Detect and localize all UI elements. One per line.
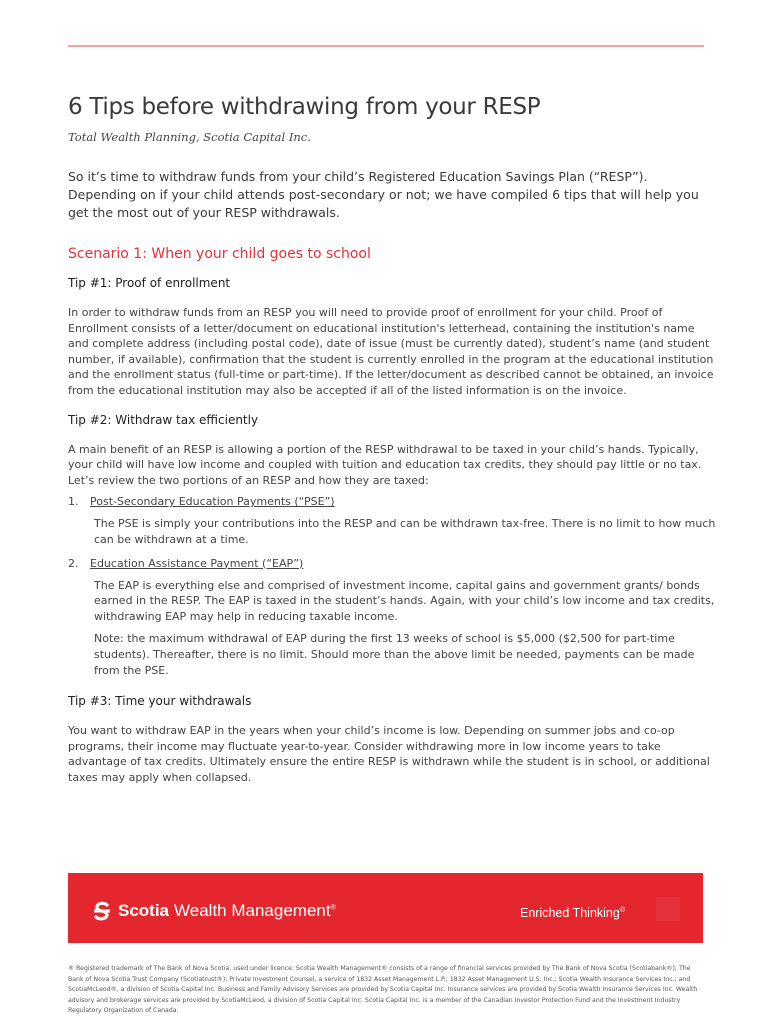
brand-banner (68, 873, 703, 943)
scotia-s-icon (92, 901, 112, 921)
list-number: 2. (68, 556, 79, 570)
tip3-heading: Tip #3: Time your withdrawals (68, 694, 252, 709)
tip1-heading: Tip #1: Proof of enrollment (68, 276, 231, 290)
intro-paragraph: So it’s time to withdraw funds from your child’s Registered Education Savings Plan (“RESP”). Depending on if your child attends post-secondary or not; we have compiled 6 tips that will help you get the most out of your RESP withdrawals. (68, 169, 699, 220)
tax-portions-list (68, 494, 718, 678)
list-item-body: The PSE is simply your contributions into the RESP and can be withdrawn tax-free. There is no limit to how much can be withdrawn at a time. (94, 517, 716, 546)
scotia-logo (92, 901, 336, 921)
tip2-body: A main benefit of an RESP is allowing a portion of the RESP withdrawal to be taxed in your child’s hands. Typically, your child will have low income and coupled with tuition and education tax credits, they should pay little or no tax. Let’s review the two portions of an RESP and how they are taxed: (68, 442, 702, 487)
list-number: 1. (68, 495, 79, 509)
tip3-body: You want to withdraw EAP in the years when your child’s income is low. Depending on summer jobs and co-op programs, their income may fluctuate year-to-year. Consider withdrawing more in low income years to take advantage of tax credits. Ultimately ensure the entire RESP is withdrawn while the student is in school, or additional taxes may apply when collapsed. (68, 724, 710, 784)
list-item-body: The EAP is everything else and comprised of investment income, capital gains and government grants/ bonds earned in the RESP. The EAP is taxed in the student’s hands. Again, with your child’s low income and tax credits, withdrawing EAP may help in reducing taxable income. (94, 578, 715, 623)
list-item-pse (68, 494, 718, 547)
list-item-title: Post-Secondary Education Payments (“PSE”) (90, 495, 335, 509)
brand-square-icon (656, 897, 680, 921)
page-title: 6 Tips before withdrawing from your RESP (68, 94, 541, 120)
tagline: Enriched Thinking® (520, 906, 626, 920)
top-divider (68, 45, 704, 47)
logo-brand-text: Scotia (118, 901, 170, 920)
list-item-eap (68, 556, 718, 679)
tip2-heading: Tip #2: Withdraw tax efficiently (68, 412, 259, 427)
document-body (68, 94, 718, 785)
list-item-title: Education Assistance Payment (“EAP”) (90, 556, 304, 570)
scenario-heading: Scenario 1: When your child goes to school (68, 246, 371, 262)
legal-footer: ® Registered trademark of The Bank of Nova Scotia, used under licence. Scotia Wealth Management® consists of a range of financial services provided by The Bank of Nova Scotia (Scotiabank®); The Bank of Nova Scotia Trust Company (Scotiatrust®); Private Investment Counsel, a service of 1832 Asset Management L.P.; 1832 Asset Management U.S. Inc.; Scotia Wealth Insurance Services Inc.; and ScotiaMcLeod®, a division of Scotia Capital Inc. Business and Family Advisory Services are provided by Scotia Capital Inc. Insurance services are provided by Scotia Wealth Insurance Services Inc. Wealth advisory and brokerage services are provided by ScotiaMcLeod, a division of Scotia Capital Inc. Scotia Capital Inc. is a member of the Canadian Investor Protection Fund and the Investment Industry Regulatory Organization of Canada. (68, 965, 698, 1014)
eap-note: Note: the maximum withdrawal of EAP during the first 13 weeks of school is $5,000 ($2,500 for part-time students). Thereafter, there is no limit. Should more than the above limit be needed, payments can be made from the PSE. (94, 632, 695, 677)
tip1-body: In order to withdraw funds from an RESP you will need to provide proof of enrollment for your child. Proof of Enrollment consists of a letter/document on educational institution's letterhead, containing the institution's name and complete address (including postal code), date of issue (must be currently dated), student’s name (and student number, if available), confirmation that the student is currently enrolled in the program at the educational institution and the enrollment status (full-time or part-time). If the letter/document as described cannot be obtained, an invoice from the educational institution may also be accepted if all of the listed information is on the invoice. (68, 306, 714, 397)
subtitle: Total Wealth Planning, Scotia Capital Inc. (68, 130, 311, 144)
logo-product-text: Wealth Management® (174, 901, 336, 920)
